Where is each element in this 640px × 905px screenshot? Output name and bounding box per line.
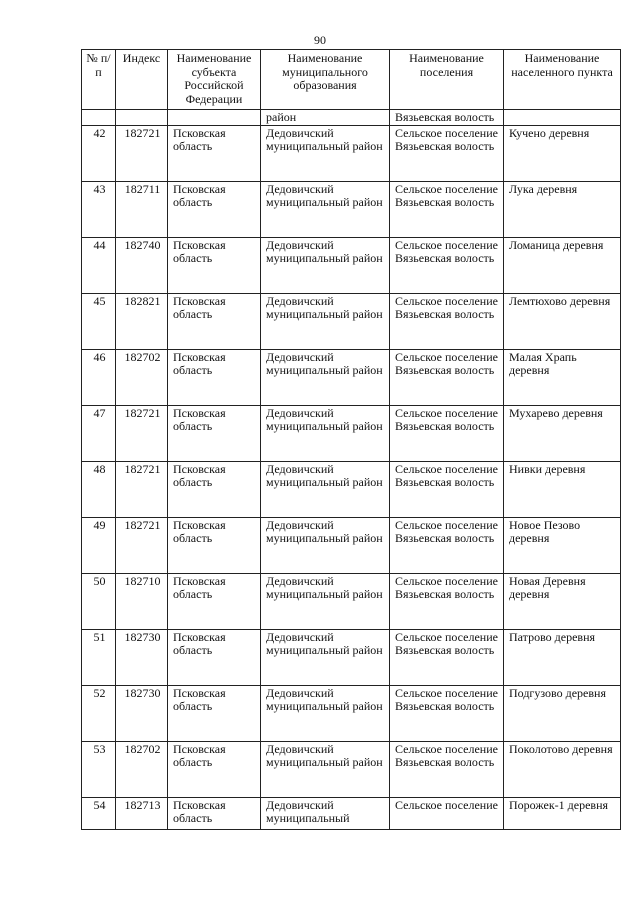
cell-region: Псковская область (168, 797, 261, 829)
table-row (82, 517, 621, 573)
cell-index: 182711 (116, 181, 168, 237)
table-row (82, 293, 621, 349)
header-municipality: Наименование муниципального образования (261, 50, 390, 110)
table-row-last (82, 797, 621, 829)
settlements-table (81, 49, 621, 830)
cell-municipality: Дедовичский муниципальный район (261, 629, 390, 685)
cell-locality: Патрово деревня (504, 629, 621, 685)
cell-locality (504, 110, 621, 126)
cell-municipality: Дедовичский муниципальный район (261, 517, 390, 573)
cell-index: 182740 (116, 237, 168, 293)
cell-region: Псковская область (168, 237, 261, 293)
table-row (82, 125, 621, 181)
cell-settlement: Сельское поселение Вязьевская волость (390, 629, 504, 685)
cell-settlement: Вязьевская волость (390, 110, 504, 126)
cell-number: 46 (82, 349, 116, 405)
cell-municipality: Дедовичский муниципальный район (261, 573, 390, 629)
cell-index: 182710 (116, 573, 168, 629)
cell-index: 182721 (116, 125, 168, 181)
cell-settlement: Сельское поселение Вязьевская волость (390, 741, 504, 797)
cell-settlement: Сельское поселение Вязьевская волость (390, 181, 504, 237)
table-row (82, 405, 621, 461)
cell-index (116, 110, 168, 126)
cell-number: 47 (82, 405, 116, 461)
cell-index: 182730 (116, 629, 168, 685)
cell-locality: Нивки деревня (504, 461, 621, 517)
cell-locality: Новая Деревня деревня (504, 573, 621, 629)
cell-region: Псковская область (168, 461, 261, 517)
cell-region: Псковская область (168, 573, 261, 629)
cell-locality: Лемтюхово деревня (504, 293, 621, 349)
cell-locality: Поколотово деревня (504, 741, 621, 797)
cell-number: 44 (82, 237, 116, 293)
table-row (82, 629, 621, 685)
cell-locality: Малая Храпь деревня (504, 349, 621, 405)
cell-number: 53 (82, 741, 116, 797)
cell-locality: Новое Пезово деревня (504, 517, 621, 573)
cell-municipality: Дедовичский муниципальный район (261, 237, 390, 293)
table-row (82, 573, 621, 629)
cell-index: 182702 (116, 349, 168, 405)
cell-locality: Подгузово деревня (504, 685, 621, 741)
table-row (82, 237, 621, 293)
cell-settlement: Сельское поселение Вязьевская волость (390, 517, 504, 573)
cell-locality: Порожек-1 деревня (504, 797, 621, 829)
cell-region: Псковская область (168, 405, 261, 461)
cell-index: 182721 (116, 405, 168, 461)
cell-municipality: Дедовичский муниципальный район (261, 181, 390, 237)
cell-index: 182713 (116, 797, 168, 829)
table-header-row (82, 50, 621, 110)
cell-number: 48 (82, 461, 116, 517)
cell-region: Псковская область (168, 741, 261, 797)
cell-region: Псковская область (168, 181, 261, 237)
header-number: № п/п (82, 50, 116, 110)
cell-settlement: Сельское поселение Вязьевская волость (390, 125, 504, 181)
cell-municipality: район (261, 110, 390, 126)
cell-municipality: Дедовичский муниципальный (261, 797, 390, 829)
header-region: Наименование субъекта Российской Федерации (168, 50, 261, 110)
cell-index: 182730 (116, 685, 168, 741)
cell-municipality: Дедовичский муниципальный район (261, 685, 390, 741)
cell-number: 49 (82, 517, 116, 573)
cell-number: 50 (82, 573, 116, 629)
table-row (82, 349, 621, 405)
cell-region: Псковская область (168, 125, 261, 181)
cell-settlement: Сельское поселение Вязьевская волость (390, 349, 504, 405)
cell-index: 182702 (116, 741, 168, 797)
page-number: 90 (314, 33, 326, 47)
cell-municipality: Дедовичский муниципальный район (261, 349, 390, 405)
table-row-continuation (82, 110, 621, 126)
cell-settlement: Сельское поселение Вязьевская волость (390, 237, 504, 293)
cell-number (82, 110, 116, 126)
cell-locality: Мухарево деревня (504, 405, 621, 461)
cell-settlement: Сельское поселение Вязьевская волость (390, 405, 504, 461)
cell-settlement: Сельское поселение Вязьевская волость (390, 685, 504, 741)
cell-municipality: Дедовичский муниципальный район (261, 293, 390, 349)
cell-locality: Ломаница деревня (504, 237, 621, 293)
cell-locality: Лука деревня (504, 181, 621, 237)
cell-number: 54 (82, 797, 116, 829)
cell-number: 42 (82, 125, 116, 181)
cell-municipality: Дедовичский муниципальный район (261, 125, 390, 181)
cell-municipality: Дедовичский муниципальный район (261, 405, 390, 461)
cell-index: 182721 (116, 461, 168, 517)
table-row (82, 181, 621, 237)
header-index: Индекс (116, 50, 168, 110)
table-row (82, 461, 621, 517)
table-row (82, 685, 621, 741)
cell-municipality: Дедовичский муниципальный район (261, 741, 390, 797)
cell-region: Псковская область (168, 629, 261, 685)
cell-number: 43 (82, 181, 116, 237)
cell-number: 51 (82, 629, 116, 685)
table-row (82, 741, 621, 797)
cell-locality: Кучено деревня (504, 125, 621, 181)
header-settlement: Наименование поселения (390, 50, 504, 110)
header-locality: Наименование населенного пункта (504, 50, 621, 110)
cell-region: Псковская область (168, 685, 261, 741)
cell-index: 182721 (116, 517, 168, 573)
cell-number: 45 (82, 293, 116, 349)
cell-region: Псковская область (168, 517, 261, 573)
cell-region: Псковская область (168, 293, 261, 349)
cell-settlement: Сельское поселение (390, 797, 504, 829)
cell-settlement: Сельское поселение Вязьевская волость (390, 573, 504, 629)
cell-index: 182821 (116, 293, 168, 349)
cell-region: Псковская область (168, 349, 261, 405)
cell-number: 52 (82, 685, 116, 741)
cell-settlement: Сельское поселение Вязьевская волость (390, 461, 504, 517)
cell-region (168, 110, 261, 126)
cell-settlement: Сельское поселение Вязьевская волость (390, 293, 504, 349)
cell-municipality: Дедовичский муниципальный район (261, 461, 390, 517)
